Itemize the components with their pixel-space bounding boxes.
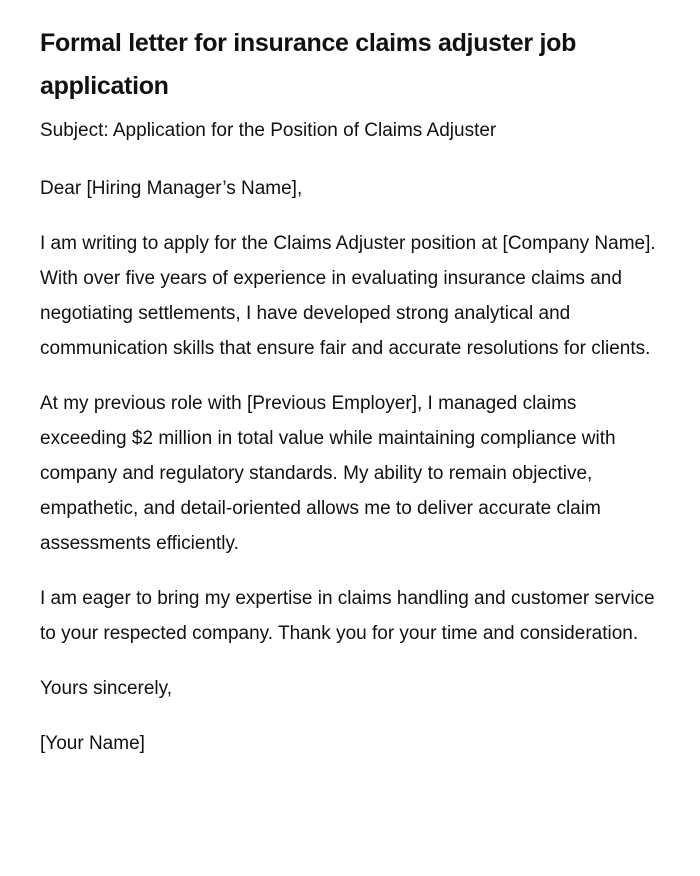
- letter-paragraph-1: I am writing to apply for the Claims Adjuster position at [Company Name]. With over five years of experience in evaluating insurance claims and negotiating settlements, I have developed strong analytical and communication skills that ensure fair and accurate resolutions for clients.: [40, 233, 656, 359]
- letter-paragraph-2: At my previous role with [Previous Employer], I managed claims exceeding $2 million in total value while maintaining compliance with company and regulatory standards. My ability to remain objective, empathetic, and detail-oriented allows me to deliver accurate claim assessments efficiently.: [40, 393, 616, 554]
- letter-paragraph-3: I am eager to bring my expertise in claims handling and customer service to your respected company. Thank you for your time and consideration.: [40, 588, 655, 644]
- letter-greeting: Dear [Hiring Manager’s Name],: [40, 178, 303, 199]
- letter-title: Formal letter for insurance claims adjuster job application: [40, 29, 577, 100]
- letter-subject: Subject: Application for the Position of Claims Adjuster: [40, 120, 497, 141]
- letter-closing: Yours sincerely,: [40, 678, 173, 699]
- letter-signature: [Your Name]: [40, 733, 145, 754]
